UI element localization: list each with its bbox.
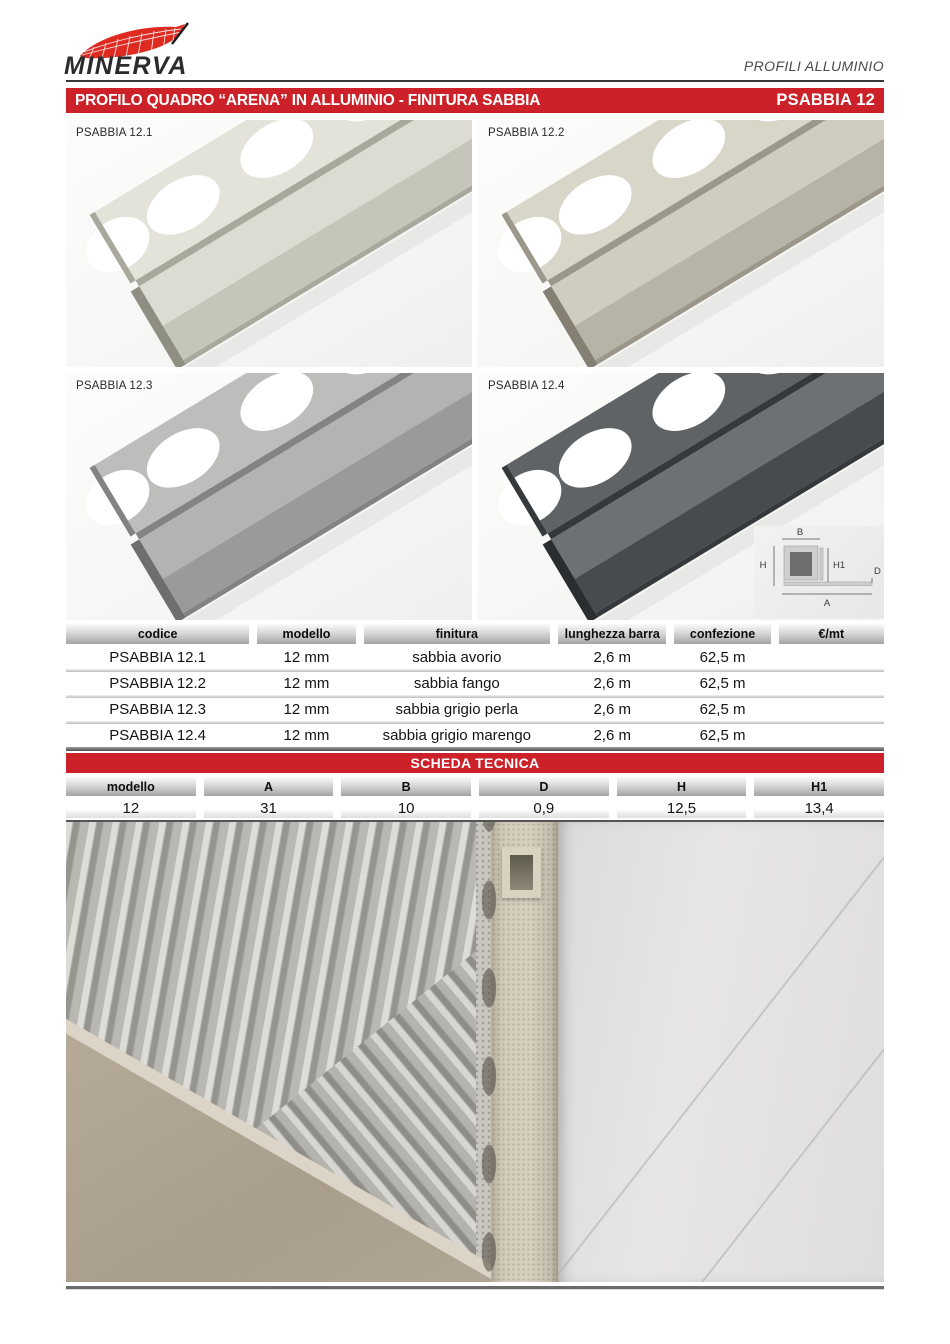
product-label: PSABBIA 12.2 xyxy=(488,127,565,139)
value-cell: 0,9 xyxy=(479,798,609,818)
dim-label-h1: H1 xyxy=(833,560,846,571)
scheda-values-row xyxy=(66,798,884,818)
header-cell: D xyxy=(479,777,609,796)
table-row xyxy=(66,698,884,721)
scheda-title-bar xyxy=(66,753,884,773)
product-photo-4 xyxy=(478,373,884,620)
value-cell: 13,4 xyxy=(754,798,884,818)
table-cell: 62,5 m xyxy=(699,727,746,744)
dim-label-h: H xyxy=(759,560,767,571)
table-cell xyxy=(779,724,884,747)
table-cell: PSABBIA 12.4 xyxy=(109,727,207,744)
dim-label-a: A xyxy=(823,598,831,609)
dimension-diagram xyxy=(754,526,884,618)
marble-tile xyxy=(558,822,884,1282)
application-photo xyxy=(66,820,884,1282)
table-cell: 2,6 m xyxy=(593,727,631,744)
diagram-inset xyxy=(754,526,884,618)
table-cell: PSABBIA 12.3 xyxy=(109,701,207,718)
product-code: PSABBIA 12 xyxy=(776,91,875,109)
profile-perforations xyxy=(478,822,499,1282)
marble-vein xyxy=(558,822,884,1282)
table-cell: sabbia fango xyxy=(413,675,500,692)
value-cell: 12 xyxy=(66,798,196,818)
table-cell: PSABBIA 12.2 xyxy=(109,675,207,692)
table-cell: 12 mm xyxy=(283,701,330,718)
photo-grid xyxy=(66,120,884,620)
header-cell: modello xyxy=(66,777,196,796)
table-row xyxy=(66,672,884,695)
table-cell: sabbia grigio marengo xyxy=(382,727,532,744)
table-cell xyxy=(779,672,884,695)
header-cell: codice xyxy=(66,624,249,644)
product-photo-1 xyxy=(66,120,472,367)
table-cell: 62,5 m xyxy=(699,701,746,718)
value-cell: 12,5 xyxy=(617,798,747,818)
marble-vein xyxy=(604,822,884,1282)
header-cell: lunghezza barra xyxy=(558,624,666,644)
value-cell: 10 xyxy=(341,798,471,818)
table-cell: 12 mm xyxy=(283,649,330,666)
table-cell: 12 mm xyxy=(283,675,330,692)
section-separator xyxy=(66,747,884,751)
table-cell: 12 mm xyxy=(283,727,330,744)
value-cell: 31 xyxy=(204,798,334,818)
table-cell: PSABBIA 12.1 xyxy=(109,649,207,666)
scheda-header-row xyxy=(66,777,884,796)
header-cell: finitura xyxy=(364,624,550,644)
scheda-title: SCHEDA TECNICA xyxy=(410,755,540,771)
product-label: PSABBIA 12.1 xyxy=(76,127,153,139)
category-label: PROFILI ALLUMINIO xyxy=(743,58,884,74)
product-photo-2 xyxy=(478,120,884,367)
header-cell: €/mt xyxy=(779,624,884,644)
product-label: PSABBIA 12.3 xyxy=(76,380,153,392)
header-cell: H1 xyxy=(754,777,884,796)
products-table xyxy=(66,624,884,747)
table-cell: sabbia avorio xyxy=(412,649,502,666)
header-cell: B xyxy=(341,777,471,796)
table-cell: sabbia grigio perla xyxy=(395,701,519,718)
product-label: PSABBIA 12.4 xyxy=(488,380,565,392)
profile-render xyxy=(478,120,884,367)
table-cell xyxy=(779,646,884,669)
table-row xyxy=(66,724,884,747)
header-cell: A xyxy=(204,777,334,796)
logo-brand-text: MINERVA xyxy=(64,52,188,80)
title-bar xyxy=(66,88,884,113)
table-cell: 2,6 m xyxy=(593,701,631,718)
table-cell: 2,6 m xyxy=(593,675,631,692)
profile-box-section xyxy=(502,847,541,898)
table-cell: 2,6 m xyxy=(593,649,631,666)
table-cell xyxy=(779,698,884,721)
header-cell: H xyxy=(617,777,747,796)
profile-render xyxy=(66,373,472,620)
page-title: PROFILO QUADRO “ARENA” IN ALLUMINIO - FINITURA SABBIA xyxy=(75,91,541,109)
header-cell: modello xyxy=(257,624,355,644)
table-cell: 62,5 m xyxy=(699,675,746,692)
header-rule xyxy=(66,80,884,82)
dim-label-d: D xyxy=(874,566,881,577)
footer-rule xyxy=(66,1286,884,1290)
table-cell: 62,5 m xyxy=(699,649,746,666)
table-header-row xyxy=(66,624,884,644)
table-row xyxy=(66,646,884,669)
header-cell: confezione xyxy=(674,624,770,644)
profile-render xyxy=(66,120,472,367)
product-photo-3 xyxy=(66,373,472,620)
dim-label-b: B xyxy=(796,527,804,538)
